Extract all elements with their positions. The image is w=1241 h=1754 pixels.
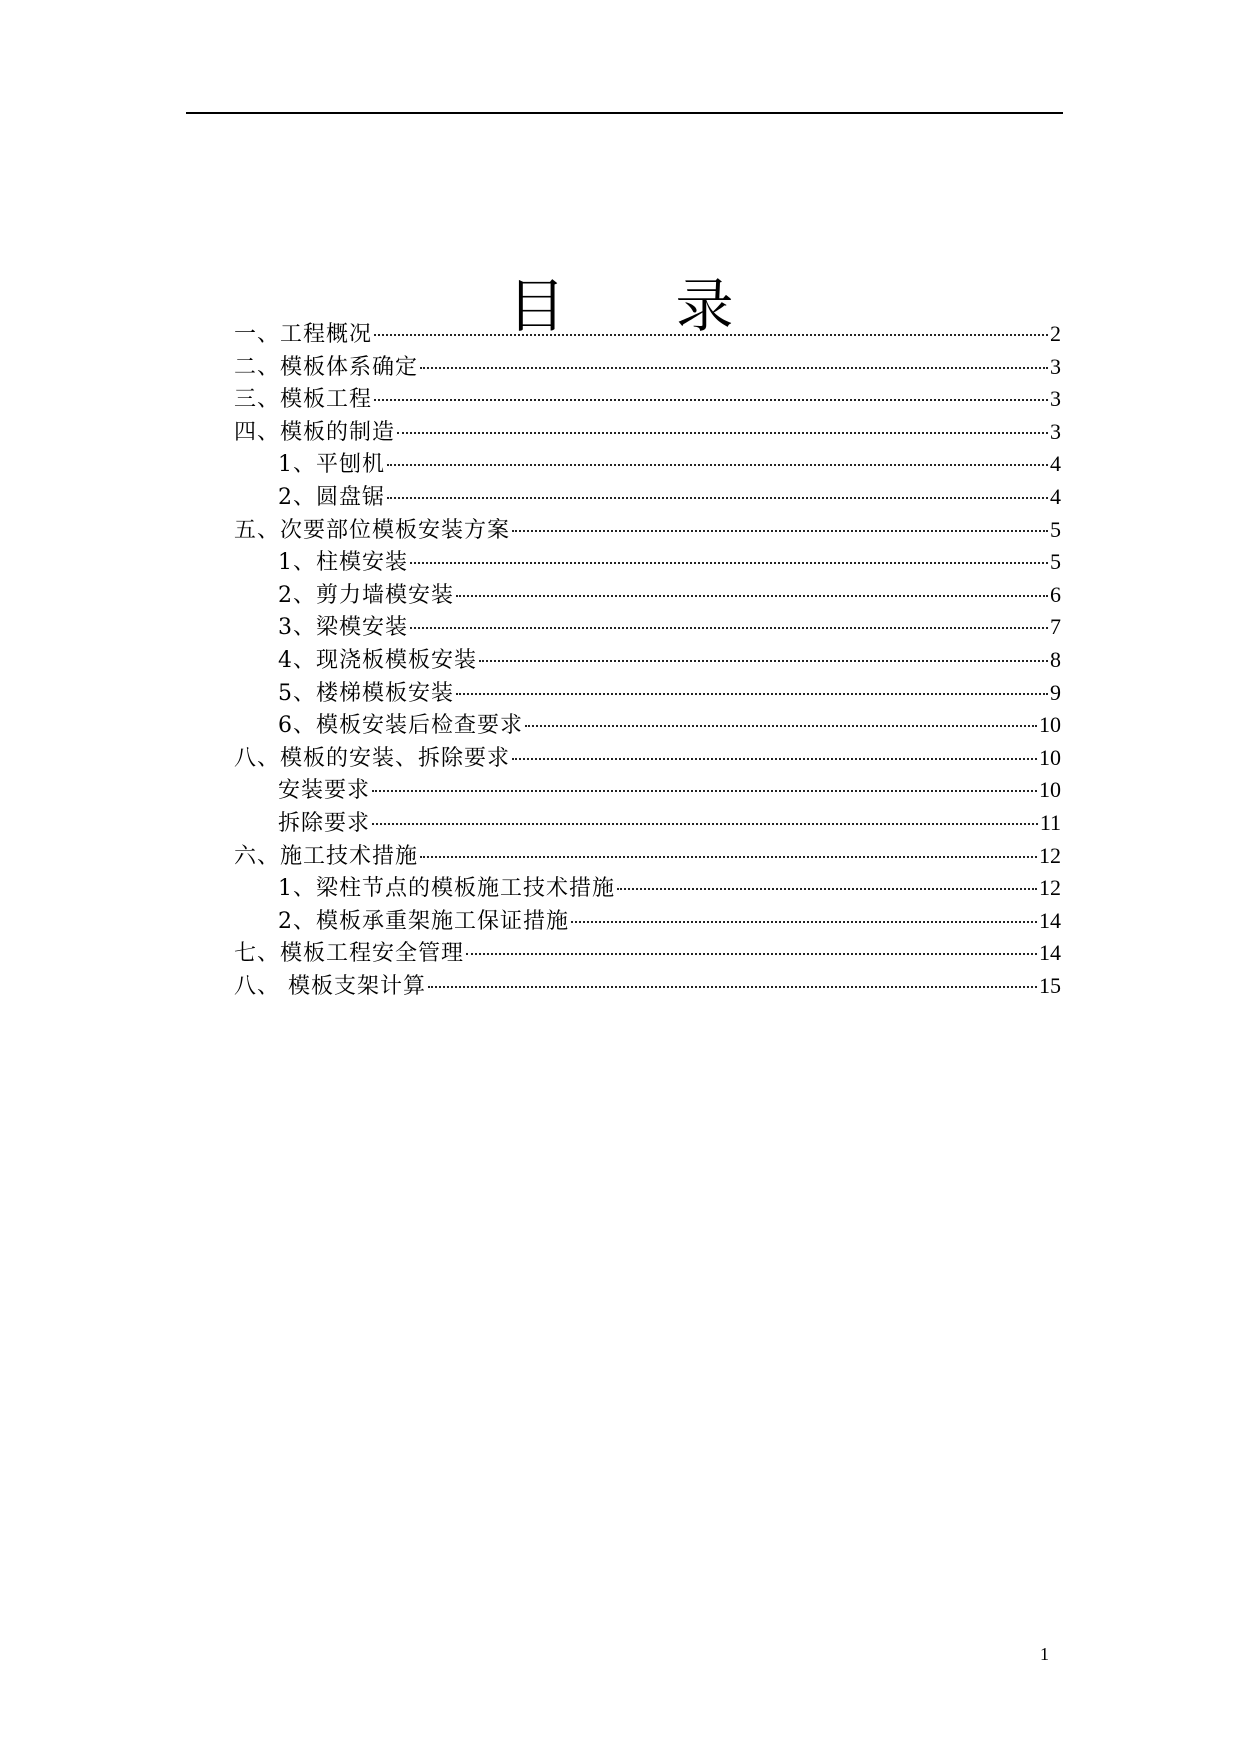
toc-dot-leader <box>525 725 1037 727</box>
toc-entry[interactable] <box>234 970 1061 1003</box>
toc-dot-leader <box>374 334 1048 336</box>
toc-entry-page: 9 <box>1050 679 1061 705</box>
toc-entry-page: 5 <box>1050 549 1061 575</box>
toc-entry[interactable] <box>234 937 1061 970</box>
toc-entry[interactable] <box>234 644 1061 677</box>
toc-dot-leader <box>617 888 1037 890</box>
toc-entry-label: 七、模板工程安全管理 <box>234 941 465 967</box>
toc-entry-label: 拆除要求 <box>278 810 371 836</box>
toc-entry-label: 3、梁模安装 <box>278 615 408 641</box>
toc-entry-label: 4、现浇板模板安装 <box>278 647 477 673</box>
toc-entry[interactable] <box>234 774 1061 807</box>
toc-entry[interactable] <box>234 416 1061 449</box>
toc-entry-label: 六、施工技术措施 <box>234 843 419 869</box>
toc-entry-label: 三、模板工程 <box>234 387 373 413</box>
toc-entry[interactable] <box>234 448 1061 481</box>
toc-dot-leader <box>374 399 1048 401</box>
toc-dot-leader <box>387 464 1048 466</box>
toc-entry-page: 3 <box>1050 353 1061 379</box>
toc-entry-page: 4 <box>1050 483 1061 509</box>
page-title-left: 目 <box>507 271 566 340</box>
toc-entry[interactable] <box>234 872 1061 905</box>
toc-entry-page: 10 <box>1039 777 1061 803</box>
toc-entry-page: 5 <box>1050 516 1061 542</box>
toc-entry-page: 10 <box>1039 712 1061 738</box>
toc-entry-label: 6、模板安装后检查要求 <box>278 713 523 739</box>
toc-dot-leader <box>456 595 1048 597</box>
toc-entry-label: 安装要求 <box>278 778 371 804</box>
toc-entry-label: 五、次要部位模板安装方案 <box>234 517 511 543</box>
table-of-contents <box>234 318 1061 1002</box>
toc-entry[interactable] <box>234 611 1061 644</box>
toc-entry[interactable] <box>234 840 1061 873</box>
toc-entry[interactable] <box>234 383 1061 416</box>
toc-dot-leader <box>479 660 1048 662</box>
toc-entry[interactable] <box>234 677 1061 710</box>
toc-entry[interactable] <box>234 514 1061 547</box>
toc-dot-leader <box>571 921 1037 923</box>
toc-entry-label: 2、圆盘锯 <box>278 484 385 510</box>
toc-entry[interactable] <box>234 905 1061 938</box>
toc-entry[interactable] <box>234 351 1061 384</box>
toc-entry[interactable] <box>234 742 1061 775</box>
toc-entry-label: 2、剪力墙模安装 <box>278 582 454 608</box>
page-number: 1 <box>1040 1644 1049 1664</box>
toc-entry-label: 一、工程概况 <box>234 322 373 347</box>
toc-entry[interactable] <box>234 709 1061 742</box>
toc-dot-leader <box>428 986 1037 988</box>
toc-dot-leader <box>466 953 1037 955</box>
toc-dot-leader <box>512 758 1037 760</box>
toc-entry-label: 2、模板承重架施工保证措施 <box>278 908 569 934</box>
toc-entry-page: 8 <box>1050 646 1061 672</box>
toc-dot-leader <box>372 790 1037 792</box>
toc-entry[interactable] <box>234 807 1061 840</box>
toc-dot-leader <box>420 856 1037 858</box>
toc-entry-page: 3 <box>1050 386 1061 412</box>
toc-dot-leader <box>372 823 1038 825</box>
toc-dot-leader <box>410 562 1048 564</box>
toc-entry-label: 1、平刨机 <box>278 452 385 478</box>
toc-entry-label: 四、模板的制造 <box>234 419 396 445</box>
toc-entry-page: 12 <box>1039 842 1061 868</box>
toc-entry[interactable] <box>234 481 1061 514</box>
toc-entry-label: 1、梁柱节点的模板施工技术措施 <box>278 876 615 902</box>
toc-entry-label: 二、模板体系确定 <box>234 354 419 380</box>
toc-entry-page: 14 <box>1039 907 1061 933</box>
toc-entry-page: 4 <box>1050 451 1061 477</box>
toc-entry-label: 八、模板的安装、拆除要求 <box>234 745 511 771</box>
toc-dot-leader <box>512 530 1048 532</box>
toc-entry-page: 15 <box>1039 972 1061 998</box>
toc-dot-leader <box>387 497 1048 499</box>
toc-entry-page: 3 <box>1050 418 1061 444</box>
toc-entry[interactable] <box>234 318 1061 351</box>
toc-entry-page: 6 <box>1050 581 1061 607</box>
toc-dot-leader <box>420 367 1048 369</box>
toc-dot-leader <box>410 627 1048 629</box>
header-rule <box>186 112 1063 114</box>
toc-entry-page: 12 <box>1039 875 1061 901</box>
toc-entry-page: 7 <box>1050 614 1061 640</box>
toc-dot-leader <box>456 693 1048 695</box>
toc-entry[interactable] <box>234 546 1061 579</box>
toc-entry-label: 5、楼梯模板安装 <box>278 680 454 706</box>
toc-entry-page: 10 <box>1039 744 1061 770</box>
toc-dot-leader <box>397 432 1048 434</box>
page-title-right: 录 <box>675 271 734 340</box>
toc-entry-label: 八、 模板支架计算 <box>234 973 426 999</box>
toc-entry-page: 2 <box>1050 321 1061 346</box>
toc-entry-page: 14 <box>1039 940 1061 966</box>
toc-entry[interactable] <box>234 579 1061 612</box>
toc-entry-page: 11 <box>1039 809 1061 835</box>
toc-entry-label: 1、柱模安装 <box>278 550 408 576</box>
